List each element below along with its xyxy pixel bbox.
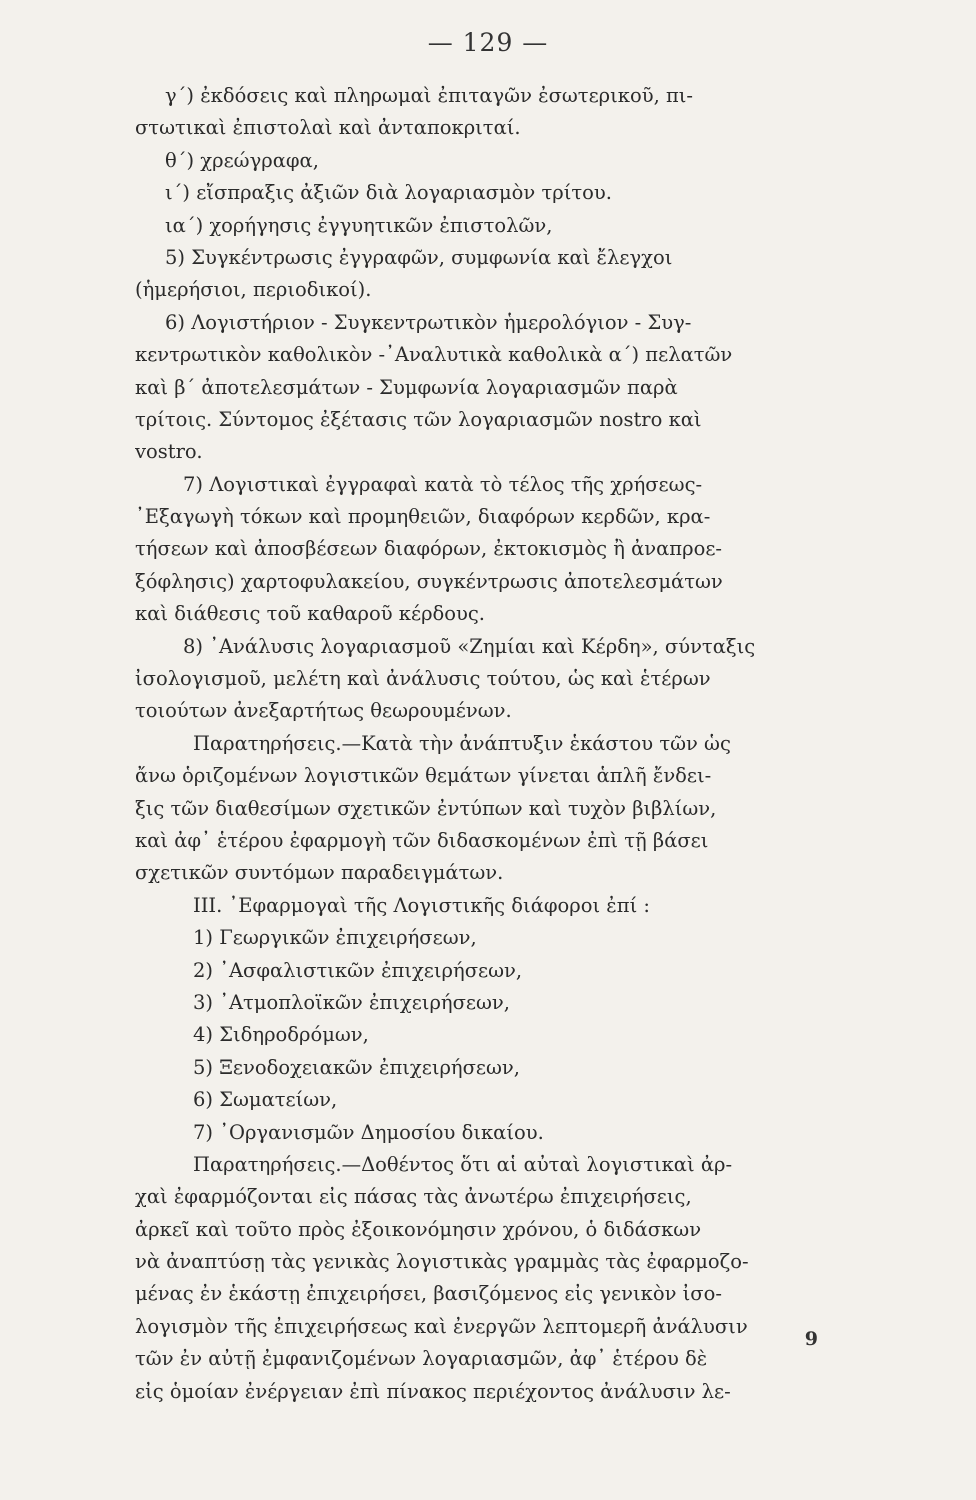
text-line: (ἡμερήσιοι, περιοδικοί).: [135, 278, 372, 302]
text-line: θ΄) χρεώγραφα,: [165, 148, 319, 172]
list-item: 5) Ξενοδοχειακῶν ἐπιχειρήσεων,: [193, 1055, 520, 1079]
text-line: vostro.: [135, 440, 203, 464]
text-line: τοιούτων ἀνεξαρτήτως θεωρουμένων.: [135, 699, 512, 723]
list-item: 7) ᾿Οργανισμῶν Δημοσίου δικαίου.: [193, 1120, 544, 1144]
text-line: σχετικῶν συντόμων παραδειγμάτων.: [135, 861, 504, 885]
text-line: εἰς ὁμοίαν ἐνέργειαν ἐπὶ πίνακος περιέχοντος ἀνάλυσιν λε-: [135, 1379, 731, 1403]
text-line: 6) Λογιστήριον - Συγκεντρωτικὸν ἡμερολόγιον - Συγ-: [165, 310, 692, 334]
text-line: χαὶ ἐφαρμόζονται εἰς πάσας τὰς ἀνωτέρω ἐπιχειρήσεις,: [135, 1185, 692, 1209]
list-item: 1) Γεωργικῶν ἐπιχειρήσεων,: [193, 926, 477, 950]
page-number-header: — 129 —: [427, 28, 549, 57]
text-line: καὶ διάθεσις τοῦ καθαροῦ κέρδους.: [135, 602, 485, 626]
text-line: στωτικαὶ ἐπιστολαὶ καὶ ἀνταποκριταί.: [135, 116, 521, 140]
list-item: 6) Σωματείων,: [193, 1088, 338, 1112]
text-line: ἀρκεῖ καὶ τοῦτο πρὸς ἐξοικονόμησιν χρόνου, ὁ διδάσκων: [135, 1217, 702, 1241]
text-line: τρίτοις. Σύντομος ἐξέτασις τῶν λογαριασμῶν nostro καὶ: [135, 407, 702, 431]
text-line: ᾿Εξαγωγὴ τόκων καὶ προμηθειῶν, διαφόρων κερδῶν, κρα-: [135, 505, 711, 529]
text-line: νὰ ἀναπτύσῃ τὰς γενικὰς λογιστικὰς γραμμὰς τὰς ἐφαρμοζο-: [135, 1250, 749, 1274]
list-item: 2) ᾿Ασφαλιστικῶν ἐπιχειρήσεων,: [193, 958, 523, 982]
text-line: καὶ ἀφ᾿ ἑτέρου ἐφαρμογὴ τῶν διδασκομένων ἐπὶ τῇ βάσει: [135, 828, 709, 852]
signature-mark: 9: [804, 1328, 818, 1350]
text-line: ἰσολογισμοῦ, μελέτη καὶ ἀνάλυσις τούτου, ὡς καὶ ἑτέρων: [135, 667, 711, 691]
text-line: 7) Λογιστικαὶ ἐγγραφαὶ κατὰ τὸ τέλος τῆς χρήσεως-: [183, 472, 703, 496]
list-item: 4) Σιδηροδρόμων,: [193, 1023, 369, 1047]
list-item: 3) ᾿Ατμοπλοϊκῶν ἐπιχειρήσεων,: [193, 990, 510, 1014]
text-line: λογισμὸν τῆς ἐπιχειρήσεως καὶ ἐνεργῶν λεπτομερῆ ἀνάλυσιν: [135, 1314, 748, 1338]
text-line: τῶν ἐν αὐτῇ ἐμφανιζομένων λογαριασμῶν, ἀφ᾿ ἑτέρου δὲ: [135, 1347, 708, 1371]
text-line: κεντρωτικὸν καθολικὸν -᾿Αναλυτικὰ καθολικὰ α΄) πελατῶν: [135, 343, 733, 367]
text-line: Παρατηρήσεις.—Δοθέντος ὅτι αἱ αὐταὶ λογιστικαὶ ἀρ-: [193, 1152, 733, 1176]
section-heading: ΙΙΙ. ᾿Εφαρμογαὶ τῆς Λογιστικῆς διάφοροι ἐπί :: [193, 893, 650, 917]
text-line: μένας ἐν ἑκάστῃ ἐπιχειρήσει, βασιζόμενος εἰς γενικὸν ἰσο-: [135, 1282, 722, 1306]
text-line: ἄνω ὁριζομένων λογιστικῶν θεμάτων γίνεται ἁπλῆ ἔνδει-: [135, 764, 712, 788]
text-line: ι΄) εἴσπραξις ἀξιῶν διὰ λογαριασμὸν τρίτου.: [165, 181, 612, 205]
body-text: [135, 80, 840, 1408]
text-line: 8) ᾿Ανάλυσις λογαριασμοῦ «Ζημίαι καὶ Κέρδη», σύνταξις: [183, 634, 756, 658]
text-line: ια΄) χορήγησις ἐγγυητικῶν ἐπιστολῶν,: [165, 213, 553, 237]
text-line: ξις τῶν διαθεσίμων σχετικῶν ἐντύπων καὶ τυχὸν βιβλίων,: [135, 796, 717, 820]
text-line: Παρατηρήσεις.—Κατὰ τὴν ἀνάπτυξιν ἑκάστου τῶν ὡς: [193, 731, 731, 755]
text-line: 5) Συγκέντρωσις ἐγγραφῶν, συμφωνία καὶ ἔλεγχοι: [165, 245, 673, 269]
text-line: γ΄) ἐκδόσεις καὶ πληρωμαὶ ἐπιταγῶν ἐσωτερικοῦ, πι-: [165, 84, 694, 107]
text-line: καὶ β΄ ἀποτελεσμάτων - Συμφωνία λογαριασμῶν παρὰ: [135, 375, 678, 399]
text-line: ξόφλησις) χαρτοφυλακείου, συγκέντρωσις ἀποτελεσμάτων: [135, 569, 723, 593]
text-line: τήσεων καὶ ἀποσβέσεων διαφόρων, ἐκτοκισμὸς ἢ ἀναπροε-: [135, 537, 723, 561]
